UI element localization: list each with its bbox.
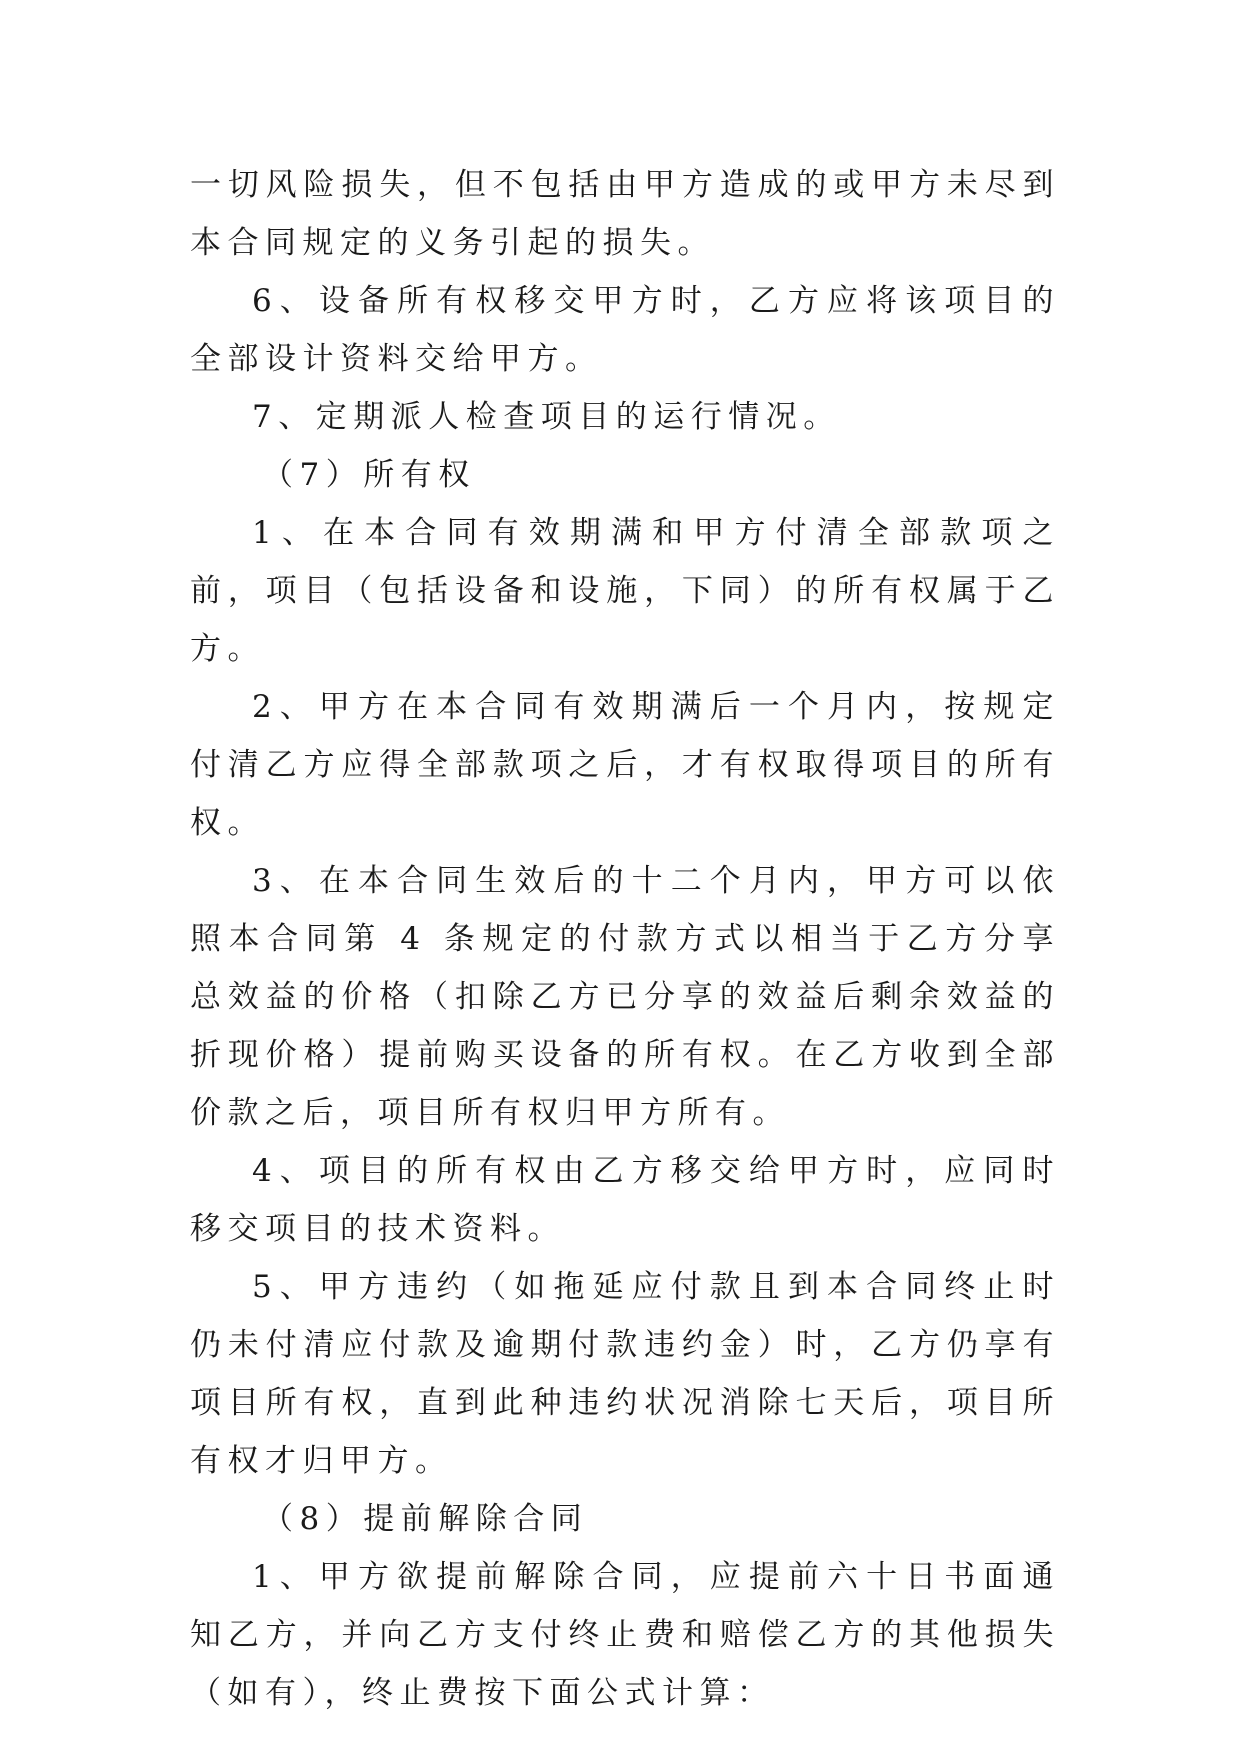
paragraph-continuation: 一切风险损失，但不包括由甲方造成的或甲方未尽到本合同规定的义务引起的损失。 bbox=[190, 167, 1060, 261]
paragraph-ownership-3: 3、在本合同生效后的十二个月内，甲方可以依照本合同第 4 条规定的付款方式以相当于乙方分享总效益的价格（扣除乙方已分享的效益后剩余效益的折现价格）提前购买设备的所有权。在乙方收到全部价款之后，项目所有权归甲方所有。 bbox=[190, 863, 1060, 1131]
section-heading-ownership: （7）所有权 bbox=[262, 457, 476, 493]
paragraph-item-7: 7、定期派人检查项目的运行情况。 bbox=[252, 399, 841, 435]
paragraph-ownership-5: 5、甲方违约（如拖延应付款且到本合同终止时仍未付清应付款及逾期付款违约金）时，乙方仍享有项目所有权，直到此种违约状况消除七天后，项目所有权才归甲方。 bbox=[190, 1269, 1060, 1479]
document-body bbox=[190, 156, 1060, 1722]
paragraph-ownership-4: 4、项目的所有权由乙方移交给甲方时，应同时移交项目的技术资料。 bbox=[190, 1153, 1060, 1247]
paragraph-termination-1: 1、甲方欲提前解除合同，应提前六十日书面通知乙方，并向乙方支付终止费和赔偿乙方的其他损失（如有），终止费按下面公式计算： bbox=[190, 1559, 1060, 1711]
paragraph-ownership-1: 1、在本合同有效期满和甲方付清全部款项之前，项目（包括设备和设施，下同）的所有权属于乙方。 bbox=[190, 515, 1060, 667]
section-heading-early-termination: （8）提前解除合同 bbox=[262, 1501, 589, 1537]
paragraph-item-6: 6、设备所有权移交甲方时，乙方应将该项目的全部设计资料交给甲方。 bbox=[190, 283, 1060, 377]
paragraph-ownership-2: 2、甲方在本合同有效期满后一个月内，按规定付清乙方应得全部款项之后，才有权取得项目的所有权。 bbox=[190, 689, 1060, 841]
